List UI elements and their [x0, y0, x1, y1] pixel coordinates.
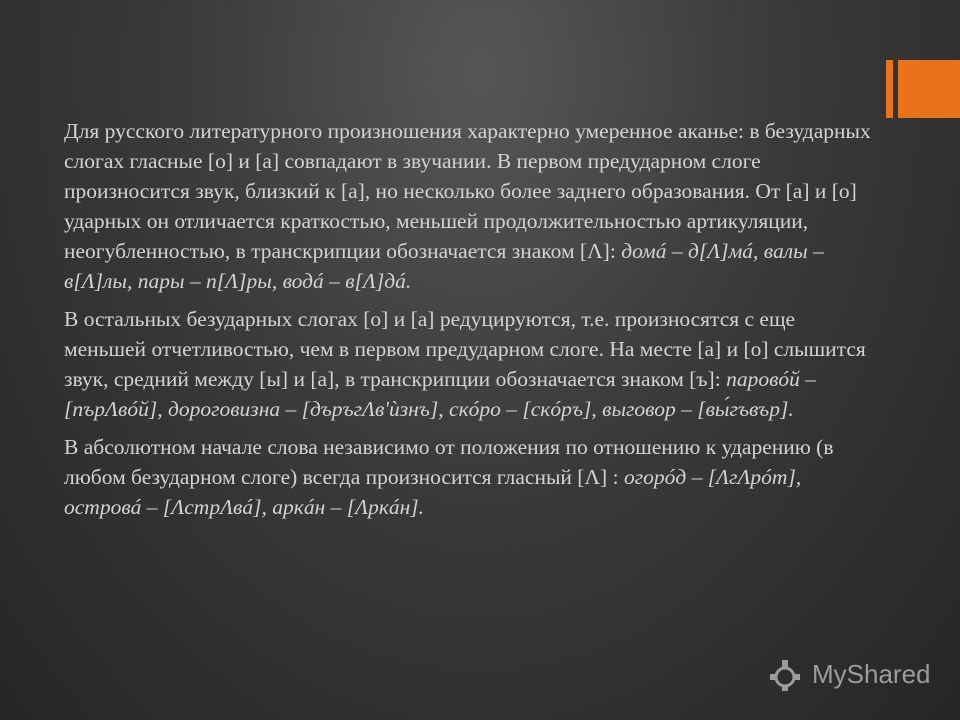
- paragraph-1-examples: домá – д[Λ]мá, валы – в[Λ]лы, пары – п[Λ]ры, водá – в[Λ]дá.: [64, 239, 824, 293]
- accent-bar-wide: [898, 60, 960, 118]
- paragraph-3-text: В абсолютном начале слова независимо от положения по отношению к ударению (в любом безударном слоге) всегда произносится гласный [Λ] :: [64, 435, 834, 489]
- paragraph-2: [64, 304, 872, 424]
- accent-bar-thin: [886, 60, 893, 118]
- watermark: [768, 656, 931, 692]
- myshared-logo-icon: [768, 657, 804, 691]
- paragraph-2-text: В остальных безударных слогах [о] и [а] редуцируются, т.е. произносятся с еще меньшей отчетливостью, чем в первом предударном слоге. На месте [а] и [о] слышится звук, средний между [ы] и [а], в транскрипции обозначается знаком [ъ]:: [64, 307, 866, 391]
- paragraph-3-examples: огорóд – [ΛгΛрóт], островá – [ΛстрΛвá], аркáн – [Λркáн].: [64, 465, 802, 519]
- paragraph-2-examples: паровóй – [пърΛвóй], дороговизна – [дъръгΛв'ѝзнъ], скóро – [скóръ], выговор – [вы́гъвър].: [64, 367, 817, 421]
- paragraph-3: [64, 432, 872, 522]
- paragraph-1-text: Для русского литературного произношения характерно умеренное аканье: в безударных слогах гласные [о] и [а] совпадают в звучании. В первом предударном слоге произносится звук, близкий к [а], но несколько более заднего образования. От [а] и [о] ударных он отличается краткостью, меньшей продолжительностью артикуляции, неогубленностью, в транскрипции обозначается знаком [Λ]:: [64, 119, 871, 263]
- paragraph-1: [64, 116, 872, 296]
- watermark-text: MyShared: [812, 658, 931, 689]
- slide-body: [64, 116, 872, 530]
